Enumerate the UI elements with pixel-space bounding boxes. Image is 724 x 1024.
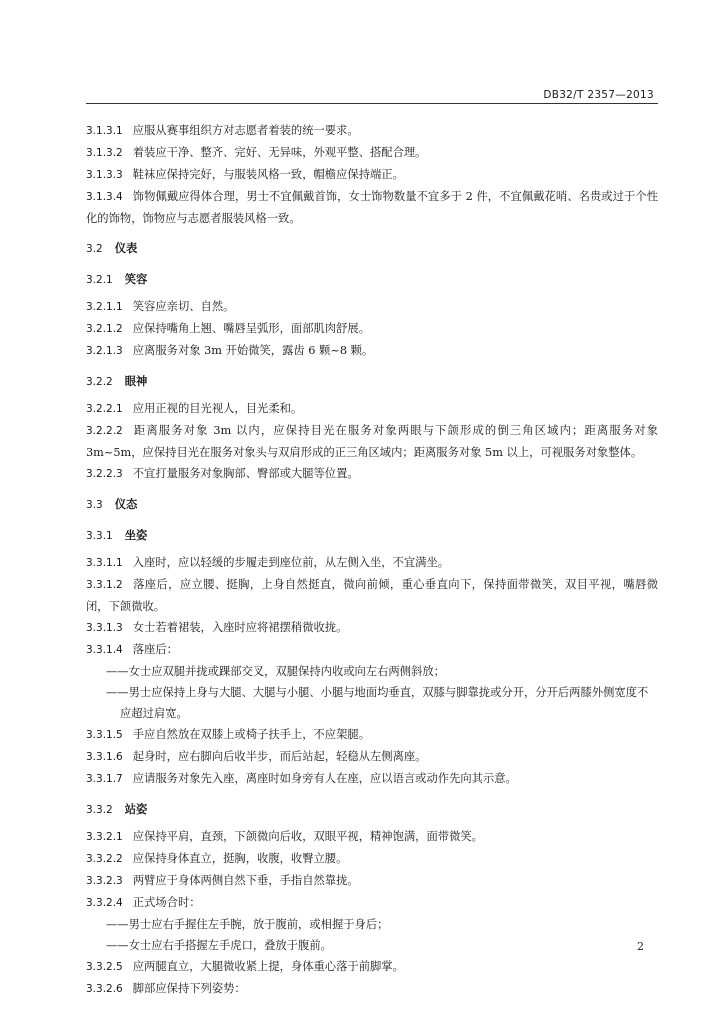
clause-number: 3.2.2 (86, 376, 113, 388)
clause-paragraph (86, 296, 658, 318)
clause-paragraph (86, 724, 658, 746)
clause-text: 应服从赛事组织方对志愿者着装的统一要求。 (132, 124, 359, 137)
clause-paragraph (86, 340, 658, 362)
section-heading (86, 494, 658, 516)
clause-text: 应离服务对象 3m 开始微笑，露齿 6 颗~8 颗。 (132, 344, 374, 357)
clause-text: 应用正视的目光视人，目光柔和。 (132, 402, 303, 415)
clause-paragraph (86, 848, 658, 870)
clause-number: 3.1.3.4 (86, 191, 123, 203)
clause-text: 落座后： (132, 643, 178, 656)
clause-text: 脚部应保持下列姿势： (132, 982, 246, 995)
clause-text: 两臂应于身体两侧自然下垂，手指自然靠拢。 (132, 874, 359, 887)
clause-paragraph (86, 186, 658, 229)
clause-number: 3.1.3.2 (86, 147, 123, 159)
clause-text: ——男士应保持上身与大腿、大腿与小腿、小腿与地面均垂直，双膝与脚靠拢或分开，分开后两膝外侧宽度不应超过肩宽。 (106, 686, 649, 720)
clause-text: 笑容应亲切、自然。 (132, 300, 235, 313)
clause-text: 正式场合时： (132, 896, 201, 909)
section-heading (86, 269, 658, 291)
clause-text: 饰物佩戴应得体合理，男士不宜佩戴首饰，女士饰物数量不宜多于 2 件，不宜佩戴花哨、名贵或过于个性化的饰物，饰物应与志愿者服装风格一致。 (86, 190, 658, 225)
section-heading (86, 371, 658, 393)
clause-text: ——女士应双腿并拢或踝部交叉，双腿保持内收或向左右两侧斜放； (106, 665, 445, 678)
clause-paragraph (86, 398, 658, 420)
clause-number: 3.3.2.4 (86, 897, 123, 909)
clause-text: 应保持身体直立，挺胸，收腹，收臀立腰。 (132, 852, 348, 865)
clause-number: 3.3.1.2 (86, 579, 123, 591)
clause-paragraph (86, 617, 658, 639)
clause-number: 3.3.2.1 (86, 831, 123, 843)
clause-text: 女士若着裙装，入座时应将裙摆稍微收拢。 (132, 621, 348, 634)
clause-paragraph (86, 746, 658, 768)
clause-number: 3.3.1 (86, 530, 113, 542)
clause-number: 3.3.1.3 (86, 622, 123, 634)
clause-number: 3.3.1.4 (86, 644, 123, 656)
clause-text: 着装应干净、整齐、完好、无异味，外观平整、搭配合理。 (132, 146, 427, 159)
clause-paragraph (86, 120, 658, 142)
clause-text: 仪表 (114, 242, 138, 255)
header-rule (86, 103, 658, 104)
clause-text: 笑容 (124, 273, 148, 286)
clause-paragraph (86, 142, 658, 164)
standard-code: DB32/T 2357—2013 (543, 89, 654, 101)
clause-number: 3.2.2.2 (86, 425, 123, 437)
clause-text: 起身时，应右脚向后收半步，而后站起，轻稳从左侧离座。 (132, 750, 427, 763)
dash-list-item (86, 661, 658, 682)
clause-text: 手应自然放在双膝上或椅子扶手上，不应架腿。 (132, 728, 370, 741)
clause-text: 应两腿直立，大腿微收紧上提，身体重心落于前脚掌。 (132, 960, 404, 973)
clause-text: 入座时，应以轻缓的步履走到座位前，从左侧入坐，不宜满坐。 (132, 556, 450, 569)
clause-paragraph (86, 552, 658, 574)
clause-number: 3.2.1.3 (86, 345, 123, 357)
dash-list-item (86, 914, 658, 935)
clause-number: 3.3.1.1 (86, 557, 123, 569)
clause-number: 3.3.2 (86, 804, 113, 816)
clause-text: 站姿 (124, 803, 148, 816)
clause-paragraph (86, 826, 658, 848)
dash-list-item (86, 935, 658, 956)
clause-number: 3.1.3.3 (86, 169, 123, 181)
clause-paragraph (86, 574, 658, 617)
clause-text: 落座后，应立腰、挺胸，上身自然挺直，微向前倾，重心垂直向下，保持面带微笑，双目平视，嘴唇微闭，下颌微收。 (86, 578, 658, 613)
clause-number: 3.3.1.5 (86, 729, 123, 741)
document-body (86, 120, 658, 1000)
clause-text: 应保持平肩，直颈，下颌微向后收，双眼平视，精神饱满，面带微笑。 (132, 830, 483, 843)
clause-paragraph (86, 956, 658, 978)
clause-text: 应保持嘴角上翘、嘴唇呈弧形，面部肌肉舒展。 (132, 322, 370, 335)
clause-paragraph (86, 164, 658, 186)
clause-text: 眼神 (124, 375, 148, 388)
dash-list-item (86, 682, 658, 724)
clause-number: 3.3 (86, 499, 103, 511)
clause-number: 3.2.2.3 (86, 468, 123, 480)
page-number: 2 (637, 940, 644, 953)
clause-paragraph (86, 318, 658, 340)
clause-number: 3.3.2.5 (86, 961, 123, 973)
clause-number: 3.2 (86, 243, 103, 255)
clause-text: 不宜打量服务对象胸部、臀部或大腿等位置。 (132, 467, 359, 480)
clause-paragraph (86, 870, 658, 892)
clause-number: 3.2.1.1 (86, 301, 123, 313)
clause-paragraph (86, 420, 658, 463)
clause-text: 距离服务对象 3m 以内，应保持目光在服务对象两眼与下颌形成的倒三角区域内；距离服务对象 3m~5m，应保持目光在服务对象头与双肩形成的正三角区域内；距离服务对象 5m 以上，可视服务对象整体。 (86, 424, 658, 459)
clause-paragraph (86, 768, 658, 790)
clause-number: 3.2.2.1 (86, 403, 123, 415)
clause-paragraph (86, 639, 658, 661)
clause-number: 3.3.2.3 (86, 875, 123, 887)
clause-number: 3.2.1.2 (86, 323, 123, 335)
clause-number: 3.3.1.7 (86, 773, 123, 785)
clause-text: ——女士应右手搭握左手虎口，叠放于腹前。 (106, 939, 332, 952)
clause-paragraph (86, 978, 658, 1000)
clause-text: 鞋袜应保持完好，与服装风格一致，帽檐应保持端正。 (132, 168, 404, 181)
section-heading (86, 525, 658, 547)
clause-text: ——男士应右手握住左手腕，放于腹前，或相握于身后； (106, 918, 389, 931)
clause-number: 3.2.1 (86, 274, 113, 286)
clause-paragraph (86, 463, 658, 485)
section-heading (86, 799, 658, 821)
clause-text: 仪态 (114, 498, 138, 511)
clause-number: 3.3.1.6 (86, 751, 123, 763)
clause-number: 3.3.2.2 (86, 853, 123, 865)
clause-text: 应请服务对象先入座，离座时如身旁有人在座，应以语言或动作先向其示意。 (132, 772, 517, 785)
clause-paragraph (86, 892, 658, 914)
clause-number: 3.3.2.6 (86, 983, 123, 995)
clause-number: 3.1.3.1 (86, 125, 123, 137)
clause-text: 坐姿 (124, 529, 148, 542)
section-heading (86, 238, 658, 260)
